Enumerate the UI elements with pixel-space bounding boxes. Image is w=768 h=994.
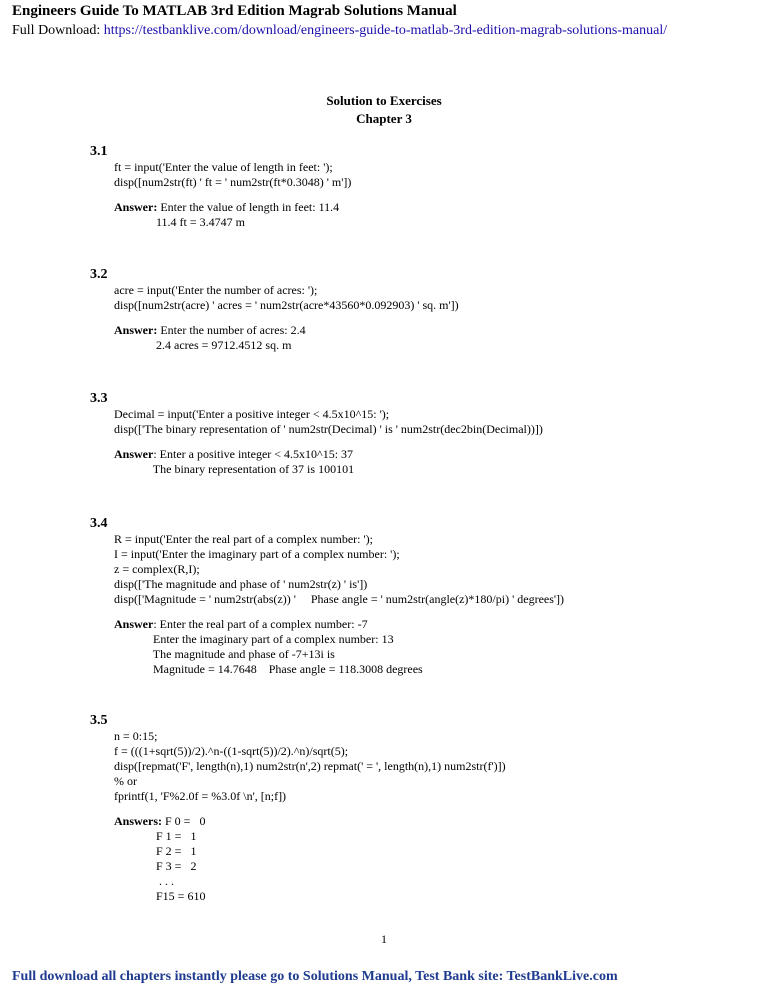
code-line: n = 0:15; bbox=[114, 729, 158, 743]
exercise-number: 3.2 bbox=[90, 267, 108, 282]
answer-line: The binary representation of 37 is 100101 bbox=[114, 462, 355, 476]
code-line: fprintf(1, 'F%2.0f = %3.0f \n', [n;f]) bbox=[114, 789, 287, 803]
answer-line: 11.4 ft = 3.4747 m bbox=[114, 215, 245, 229]
answer-line: F15 = 610 bbox=[114, 889, 206, 903]
footer-promo[interactable]: Full download all chapters instantly please go to Solutions Manual, Test Bank site: TestBankLive.com bbox=[12, 969, 618, 984]
answer-line: F 3 = 2 bbox=[114, 859, 197, 873]
answer-line: Enter the imaginary part of a complex number: 13 bbox=[114, 632, 394, 646]
code-block bbox=[114, 283, 459, 313]
code-line: disp([repmat('F', length(n),1) num2str(n',2) repmat(' = ', length(n),1) num2str(f')]) bbox=[114, 759, 506, 773]
download-label: Full Download: bbox=[12, 23, 101, 38]
download-line bbox=[12, 23, 667, 39]
exercise-number: 3.5 bbox=[90, 713, 108, 728]
code-block bbox=[114, 729, 506, 804]
answer-label: Answer bbox=[114, 617, 154, 631]
answer-label: Answer: bbox=[114, 200, 158, 214]
answer-block bbox=[114, 323, 459, 353]
answer-block bbox=[114, 617, 564, 677]
exercise-3-4 bbox=[90, 516, 564, 677]
exercise-3-5 bbox=[90, 713, 506, 904]
answer-line: F 2 = 1 bbox=[114, 844, 197, 858]
exercise-3-1 bbox=[90, 144, 351, 230]
code-line: I = input('Enter the imaginary part of a complex number: '); bbox=[114, 547, 400, 561]
solutions-heading-line2: Chapter 3 bbox=[356, 111, 412, 126]
answer-line: : Enter a positive integer < 4.5x10^15: 37 bbox=[153, 447, 354, 461]
answer-line: The magnitude and phase of -7+13i is bbox=[114, 647, 335, 661]
code-line: f = (((1+sqrt(5))/2).^n-((1-sqrt(5))/2).^n)/sqrt(5); bbox=[114, 744, 349, 758]
answer-line: Enter the value of length in feet: 11.4 bbox=[157, 200, 340, 214]
answer-line: 2.4 acres = 9712.4512 sq. m bbox=[114, 338, 292, 352]
exercise-number: 3.1 bbox=[90, 144, 108, 159]
code-line: disp([num2str(acre) ' acres = ' num2str(acre*43560*0.092903) ' sq. m']) bbox=[114, 298, 459, 312]
code-block bbox=[114, 532, 564, 607]
answer-block bbox=[114, 200, 351, 230]
answer-line: F 0 = 0 bbox=[162, 814, 206, 828]
exercise-number: 3.3 bbox=[90, 391, 108, 406]
answer-block bbox=[114, 814, 506, 904]
answer-line: . . . bbox=[114, 874, 174, 888]
answer-line: Magnitude = 14.7648 Phase angle = 118.3008 degrees bbox=[114, 662, 423, 676]
code-line: disp(['The binary representation of ' num2str(Decimal) ' is ' num2str(dec2bin(Decimal))]) bbox=[114, 422, 543, 436]
answer-line: Enter the number of acres: 2.4 bbox=[157, 323, 306, 337]
code-line: acre = input('Enter the number of acres: '); bbox=[114, 283, 318, 297]
exercise-3-2 bbox=[90, 267, 459, 353]
code-line: ft = input('Enter the value of length in feet: '); bbox=[114, 160, 333, 174]
answer-label: Answer bbox=[114, 447, 154, 461]
exercise-number: 3.4 bbox=[90, 516, 108, 531]
code-line: disp(['Magnitude = ' num2str(abs(z)) ' Phase angle = ' num2str(angle(z)*180/pi) ' degrees']) bbox=[114, 592, 565, 606]
code-line: disp([num2str(ft) ' ft = ' num2str(ft*0.3048) ' m']) bbox=[114, 175, 352, 189]
answer-block bbox=[114, 447, 543, 477]
code-block bbox=[114, 407, 543, 437]
code-block bbox=[114, 160, 351, 190]
page-number: 1 bbox=[381, 932, 387, 946]
code-line: z = complex(R,I); bbox=[114, 562, 200, 576]
code-line: R = input('Enter the real part of a complex number: '); bbox=[114, 532, 374, 546]
answer-line: : Enter the real part of a complex number: -7 bbox=[153, 617, 368, 631]
code-line: Decimal = input('Enter a positive integer < 4.5x10^15: '); bbox=[114, 407, 390, 421]
answer-label: Answers: bbox=[114, 814, 162, 828]
code-line: % or bbox=[114, 774, 137, 788]
code-line: disp(['The magnitude and phase of ' num2str(z) ' is']) bbox=[114, 577, 368, 591]
exercise-3-3 bbox=[90, 391, 543, 477]
answer-line: F 1 = 1 bbox=[114, 829, 197, 843]
document-title: Engineers Guide To MATLAB 3rd Edition Magrab Solutions Manual bbox=[12, 3, 457, 19]
solutions-heading-line1: Solution to Exercises bbox=[326, 93, 442, 108]
answer-label: Answer: bbox=[114, 323, 158, 337]
solutions-heading bbox=[0, 92, 768, 128]
download-link[interactable]: https://testbanklive.com/download/engineers-guide-to-matlab-3rd-edition-magrab-solutions-manual/ bbox=[103, 23, 668, 38]
